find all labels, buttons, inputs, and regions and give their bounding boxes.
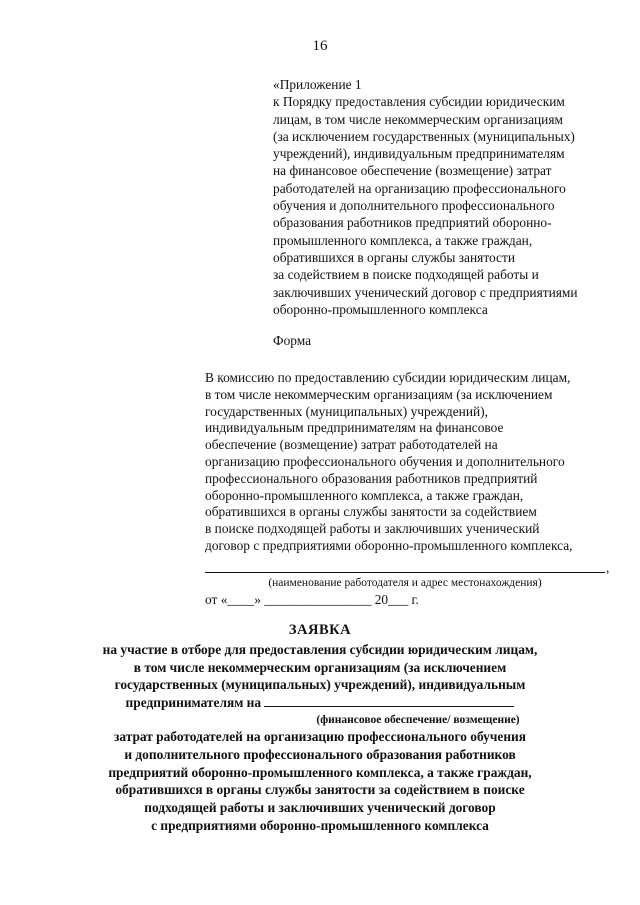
request-line: обратившихся в органы службы занятости за содействием в поиске bbox=[115, 782, 525, 798]
appendix-line: оборонно-промышленного комплекса bbox=[273, 301, 488, 317]
page-number: 16 bbox=[312, 38, 328, 54]
request-line: затрат работодателей на организацию профессионального обучения bbox=[113, 728, 527, 744]
addressee-block bbox=[205, 370, 573, 555]
addressee-line: организацию профессионального обучения и дополнительного bbox=[205, 453, 565, 469]
employer-name-field[interactable] bbox=[205, 572, 605, 573]
employer-caption: (наименование работодателя и адрес местонахождения) bbox=[268, 577, 542, 589]
appendix-line: обратившихся в органы службы занятости bbox=[273, 249, 515, 265]
appendix-line: обучения и дополнительного профессионального bbox=[273, 198, 555, 214]
appendix-line: работодателей на организацию профессионального bbox=[273, 180, 566, 196]
date-line: от «____» ________________ 20___ г. bbox=[205, 592, 419, 607]
addressee-line: обратившихся в органы службы занятости за содействием bbox=[205, 504, 537, 520]
request-line: подходящей работы и заключивших ученический договор bbox=[144, 800, 496, 816]
request-blank-line bbox=[0, 694, 640, 712]
addressee-line: договор с предприятиями оборонно-промышленного комплекса, bbox=[205, 537, 573, 553]
request-block bbox=[0, 622, 640, 835]
addressee-line: профессионального образования работников предприятий bbox=[205, 470, 538, 486]
addressee-line: обеспечение (возмещение) затрат работодателей на bbox=[205, 437, 498, 453]
addressee-line: в том числе некоммерческим организациям (за исключением bbox=[205, 386, 553, 402]
appendix-line: промышленного комплекса, а также граждан, bbox=[273, 232, 533, 248]
appendix-line: «Приложение 1 bbox=[273, 77, 362, 92]
request-blank-prefix: предпринимателям на bbox=[125, 695, 262, 711]
appendix-line: на финансовое обеспечение (возмещение) затрат bbox=[273, 163, 552, 179]
funding-type-field[interactable] bbox=[264, 694, 514, 707]
form-label: Форма bbox=[273, 333, 312, 348]
addressee-line: в поиске подходящей работы и заключивших ученический bbox=[205, 521, 540, 537]
request-line: на участие в отборе для предоставления субсидии юридическим лицам, bbox=[102, 641, 538, 657]
appendix-block bbox=[273, 76, 578, 318]
request-line: государственных (муниципальных) учреждений), индивидуальным bbox=[114, 677, 526, 693]
appendix-line: образования работников предприятий оборонно- bbox=[273, 215, 552, 231]
appendix-line: (за исключением государственных (муниципальных) bbox=[273, 128, 575, 144]
appendix-line: к Порядку предоставления субсидии юридическим bbox=[273, 94, 565, 110]
appendix-line: за содействием в поиске подходящей работы и bbox=[273, 267, 539, 283]
employer-line-comma: , bbox=[606, 560, 610, 575]
request-line: с предприятиями оборонно-промышленного комплекса bbox=[151, 817, 489, 833]
appendix-line: учреждений), индивидуальным предпринимателям bbox=[273, 146, 565, 162]
request-line: в том числе некоммерческим организациям (за исключением bbox=[133, 659, 507, 675]
appendix-line: заключивших ученический договор с предприятиями bbox=[273, 284, 578, 300]
request-line: предприятий оборонно-промышленного комплекса, а также граждан, bbox=[108, 764, 532, 780]
request-title: ЗАЯВКА bbox=[288, 622, 352, 638]
addressee-line: государственных (муниципальных) учреждений), bbox=[205, 403, 488, 419]
addressee-line: индивидуальным предпринимателям на финансовое bbox=[205, 420, 504, 436]
addressee-line: В комиссию по предоставлению субсидии юридическим лицам, bbox=[205, 370, 571, 385]
funding-type-caption: (финансовое обеспечение/ возмещение) bbox=[316, 713, 520, 726]
appendix-line: лицам, в том числе некоммерческим организациям bbox=[273, 111, 563, 127]
addressee-line: оборонно-промышленного комплекса, а также граждан, bbox=[205, 487, 524, 503]
request-line: и дополнительного профессионального образования работников bbox=[124, 746, 516, 762]
